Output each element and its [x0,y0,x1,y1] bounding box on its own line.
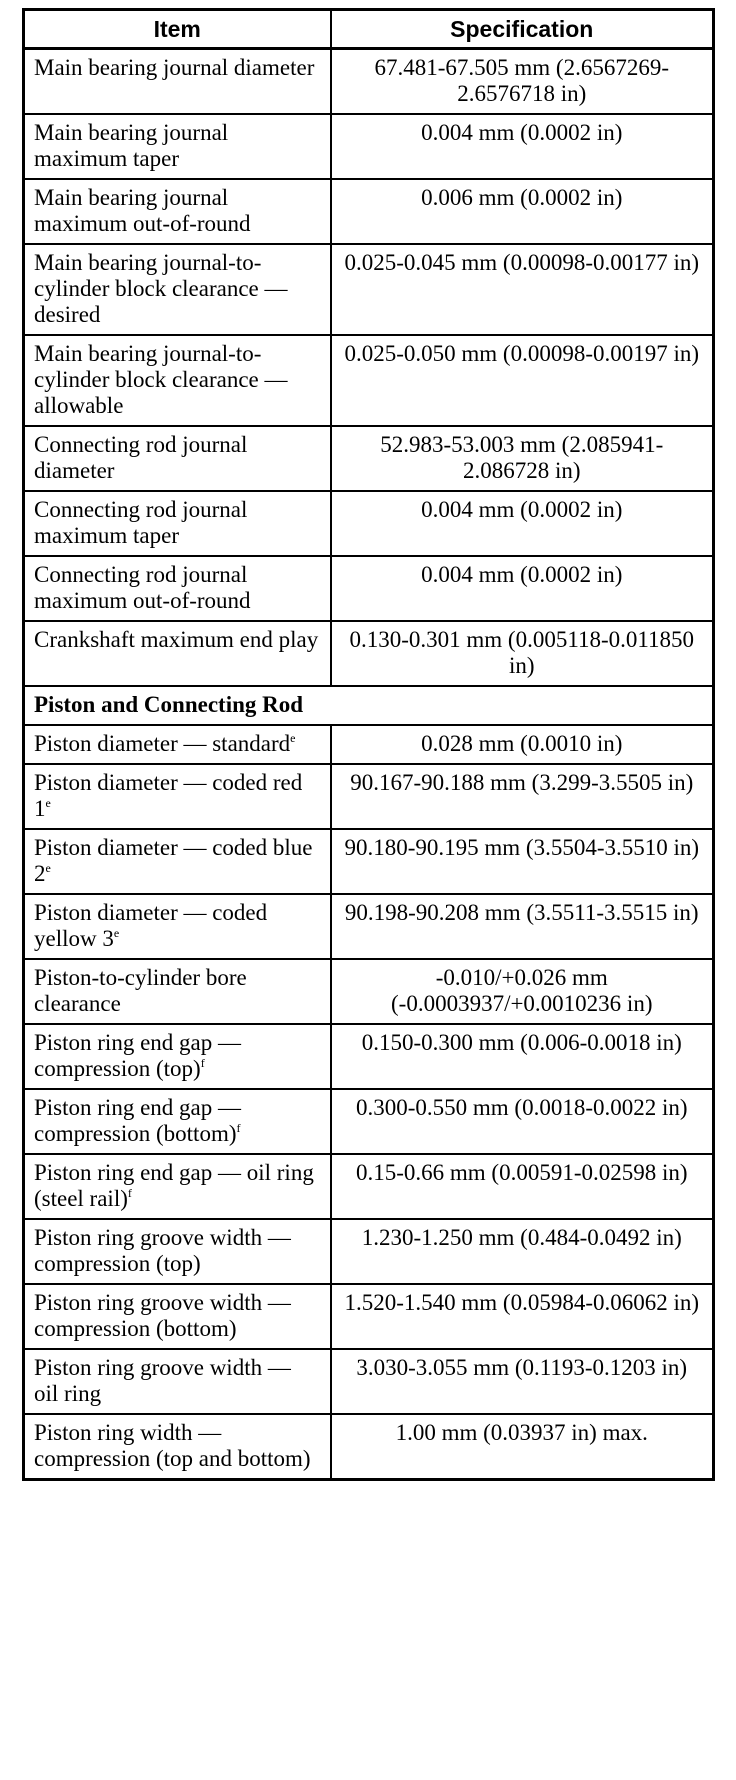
section-row [24,686,714,725]
footnote-marker: e [290,731,296,745]
item-cell: Main bearing journal-to-cylinder block clearance — desired [24,244,331,335]
spec-cell: 0.004 mm (0.0002 in) [331,114,714,179]
item-cell: Main bearing journal maximum out-of-round [24,179,331,244]
section-title: Piston and Connecting Rod [24,686,714,725]
spec-cell: 90.167-90.188 mm (3.299-3.5505 in) [331,764,714,829]
table-row [24,829,714,894]
spec-cell: 0.004 mm (0.0002 in) [331,556,714,621]
item-cell: Connecting rod journal diameter [24,426,331,491]
item-text: Piston ring groove width — oil ring [34,1355,291,1406]
spec-cell: 67.481-67.505 mm (2.6567269-2.6576718 in) [331,49,714,115]
table-row [24,1284,714,1349]
item-text: Piston ring width — compression (top and bottom) [34,1420,311,1471]
footnote-marker: f [200,1056,205,1070]
item-cell [24,1024,331,1089]
item-cell [24,725,331,764]
table-row [24,1349,714,1414]
item-cell [24,1219,331,1284]
item-cell: Main bearing journal-to-cylinder block clearance — allowable [24,335,331,426]
table-row [24,244,714,335]
spec-cell: 0.006 mm (0.0002 in) [331,179,714,244]
footnote-marker: f [127,1186,132,1200]
footnote-marker: e [45,861,51,875]
table-row [24,335,714,426]
table-row [24,1089,714,1154]
item-cell [24,829,331,894]
item-text: Piston diameter — coded yellow 3 [34,900,268,951]
item-cell [24,1154,331,1219]
table-row [24,426,714,491]
item-text: Piston ring end gap — compression (bottom) [34,1095,241,1146]
item-text: Piston-to-cylinder bore clearance [34,965,247,1016]
table-row [24,894,714,959]
table-row [24,1414,714,1480]
table-row [24,491,714,556]
item-cell [24,764,331,829]
spec-cell: 0.025-0.045 mm (0.00098-0.00177 in) [331,244,714,335]
spec-cell: 0.300-0.550 mm (0.0018-0.0022 in) [331,1089,714,1154]
spec-cell: 0.150-0.300 mm (0.006-0.0018 in) [331,1024,714,1089]
spec-cell: 1.00 mm (0.03937 in) max. [331,1414,714,1480]
column-header-specification: Specification [331,10,714,49]
spec-cell: 0.130-0.301 mm (0.005118-0.011850 in) [331,621,714,686]
item-text: Piston ring end gap — oil ring (steel rail) [34,1160,314,1211]
item-text: Piston ring end gap — compression (top) [34,1030,241,1081]
spec-cell: 1.520-1.540 mm (0.05984-0.06062 in) [331,1284,714,1349]
item-text: Piston diameter — coded red 1 [34,770,303,821]
table-row [24,179,714,244]
item-cell [24,1284,331,1349]
item-cell [24,1349,331,1414]
footnote-marker: f [236,1121,241,1135]
spec-cell: 52.983-53.003 mm (2.085941-2.086728 in) [331,426,714,491]
spec-cell: 0.15-0.66 mm (0.00591-0.02598 in) [331,1154,714,1219]
spec-cell: 0.028 mm (0.0010 in) [331,725,714,764]
table-row [24,959,714,1024]
table-header-row [24,10,714,49]
spec-cell: 1.230-1.250 mm (0.484-0.0492 in) [331,1219,714,1284]
table-row [24,764,714,829]
spec-cell: 3.030-3.055 mm (0.1193-0.1203 in) [331,1349,714,1414]
footnote-marker: e [45,796,51,810]
item-text: Piston ring groove width — compression (bottom) [34,1290,291,1341]
item-cell [24,1414,331,1480]
spec-cell: 90.180-90.195 mm (3.5504-3.5510 in) [331,829,714,894]
spec-cell: 0.004 mm (0.0002 in) [331,491,714,556]
item-cell [24,1089,331,1154]
item-cell: Main bearing journal diameter [24,49,331,115]
item-cell [24,894,331,959]
spec-cell: 90.198-90.208 mm (3.5511-3.5515 in) [331,894,714,959]
footnote-marker: e [113,926,120,940]
table-row [24,1024,714,1089]
table-row [24,1154,714,1219]
item-text: Piston diameter — standard [34,731,291,756]
table-row [24,621,714,686]
item-cell: Main bearing journal maximum taper [24,114,331,179]
spec-cell: 0.025-0.050 mm (0.00098-0.00197 in) [331,335,714,426]
item-cell: Crankshaft maximum end play [24,621,331,686]
column-header-item: Item [24,10,331,49]
spec-cell: -0.010/+0.026 mm (-0.0003937/+0.0010236 in) [331,959,714,1024]
item-text: Piston diameter — coded blue 2 [34,835,313,886]
table-row [24,556,714,621]
specification-table [22,8,715,1481]
table-row [24,1219,714,1284]
item-cell: Connecting rod journal maximum out-of-round [24,556,331,621]
table-row [24,114,714,179]
item-cell [24,959,331,1024]
table-row [24,725,714,764]
table-row [24,49,714,115]
item-text: Piston ring groove width — compression (top) [34,1225,291,1276]
item-cell: Connecting rod journal maximum taper [24,491,331,556]
